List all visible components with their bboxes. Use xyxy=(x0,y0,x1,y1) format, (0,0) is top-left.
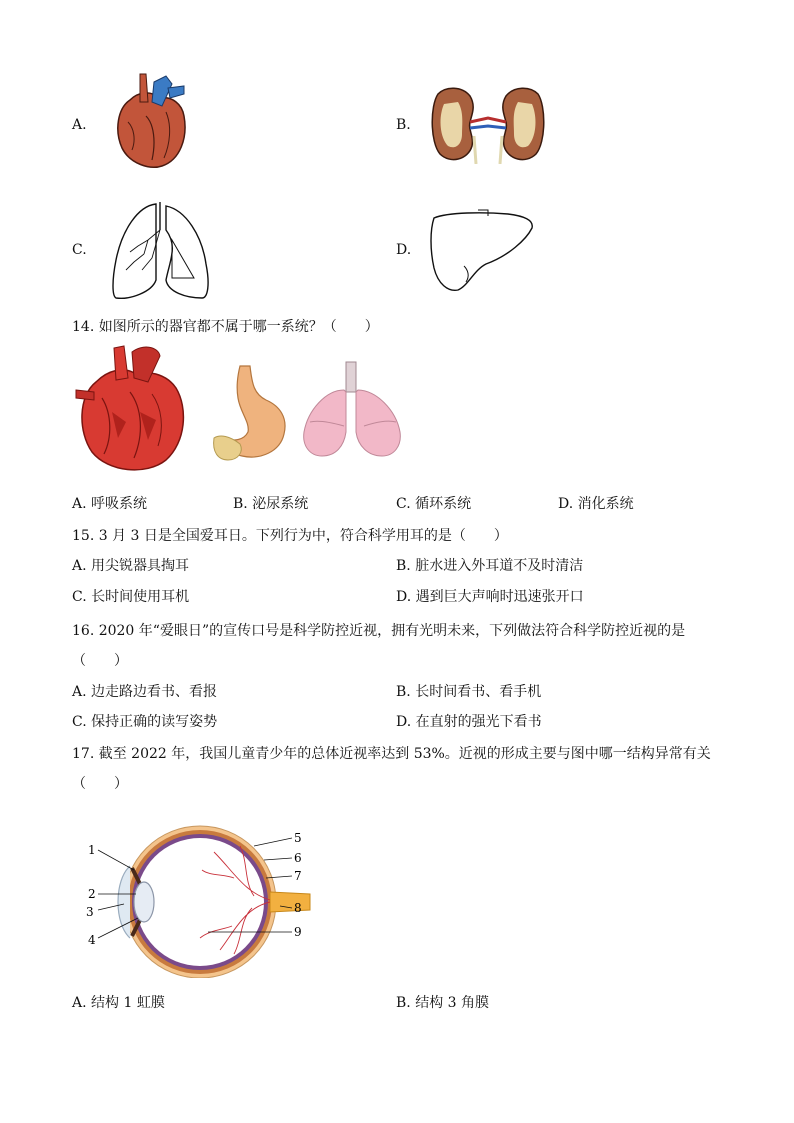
eye-label-5: 5 xyxy=(294,831,302,845)
lungs-outline-illustration xyxy=(108,200,212,302)
q15-option-a[interactable]: A. 用尖锐器具掏耳 xyxy=(72,558,190,574)
q14-option-b[interactable]: B. 泌尿系统 xyxy=(233,496,309,512)
q16-option-c[interactable]: C. 保持正确的读写姿势 xyxy=(72,714,218,730)
option-d-label: D. xyxy=(396,242,412,258)
q15-option-c[interactable]: C. 长时间使用耳机 xyxy=(72,589,190,605)
stomach-illustration xyxy=(210,360,292,464)
q15-option-b[interactable]: B. 脏水进入外耳道不及时清洁 xyxy=(396,558,584,574)
q14-option-d[interactable]: D. 消化系统 xyxy=(558,496,634,512)
q16-option-d[interactable]: D. 在直射的强光下看书 xyxy=(396,714,542,730)
option-c-label: C. xyxy=(72,242,87,258)
heart-color-illustration xyxy=(72,342,190,474)
liver-outline-illustration xyxy=(428,206,538,292)
q14-option-c[interactable]: C. 循环系统 xyxy=(396,496,472,512)
q16-stem-paren: （ ） xyxy=(72,653,128,669)
q15-stem: 15. 3 月 3 日是全国爱耳日。下列行为中，符合科学用耳的是（ ） xyxy=(72,528,508,544)
q15-option-d[interactable]: D. 遇到巨大声响时迅速张开口 xyxy=(396,589,584,605)
q16-option-b[interactable]: B. 长时间看书、看手机 xyxy=(396,684,542,700)
eye-diagram xyxy=(84,822,314,978)
eye-label-6: 6 xyxy=(294,851,302,865)
q16-stem: 16. 2020 年“爱眼日”的宣传口号是科学防控近视，拥有光明未来，下列做法符合科学防控近视的是 xyxy=(72,623,686,639)
option-b-label: B. xyxy=(396,117,411,133)
option-a-label: A. xyxy=(72,117,87,133)
q16-option-a[interactable]: A. 边走路边看书、看报 xyxy=(72,684,218,700)
q17-option-a[interactable]: A. 结构 1 虹膜 xyxy=(72,995,165,1011)
eye-label-3: 3 xyxy=(86,905,94,919)
q17-option-b[interactable]: B. 结构 3 角膜 xyxy=(396,995,489,1011)
q17-stem-paren: （ ） xyxy=(72,776,128,792)
q14-stem: 14. 如图所示的器官都不属于哪一系统？（ ） xyxy=(72,319,379,335)
eye-label-8: 8 xyxy=(294,901,302,915)
q17-stem: 17. 截至 2022 年，我国儿童青少年的总体近视率达到 53%。近视的形成主要与图中哪一结构异常有关 xyxy=(72,746,711,762)
eye-label-1: 1 xyxy=(88,843,96,857)
eye-label-4: 4 xyxy=(88,933,96,947)
kidneys-illustration xyxy=(428,84,548,164)
eye-label-2: 2 xyxy=(88,887,96,901)
eye-label-9: 9 xyxy=(294,925,302,939)
heart-illustration xyxy=(110,72,192,172)
lungs-color-illustration xyxy=(300,360,404,460)
eye-label-7: 7 xyxy=(294,869,302,883)
q14-option-a[interactable]: A. 呼吸系统 xyxy=(72,496,148,512)
